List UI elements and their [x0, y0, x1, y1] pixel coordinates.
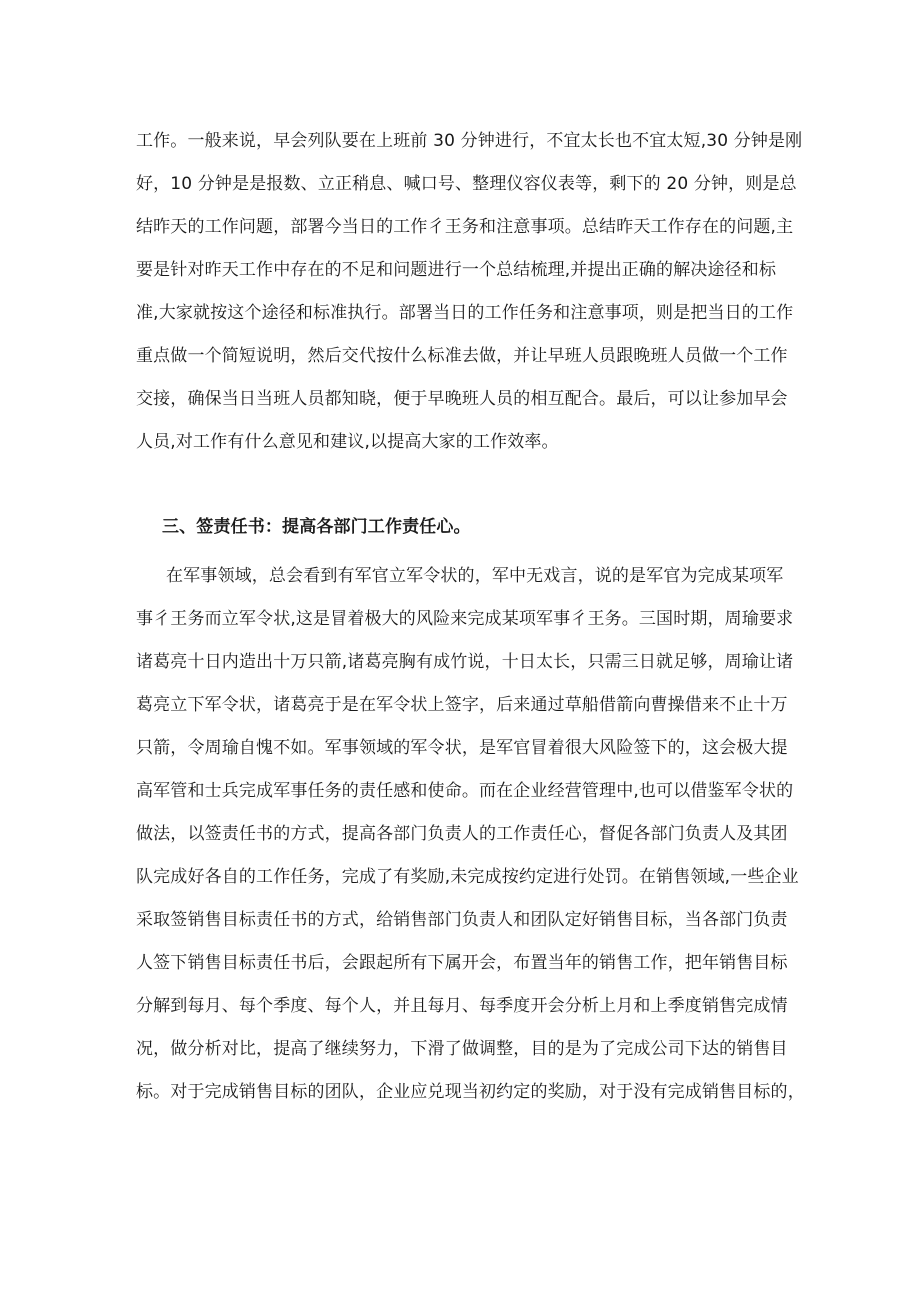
- text-line: 重点做一个简短说明，然后交代按什么标准去做，并让早班人员跟晚班人员做一个工作: [136, 346, 788, 366]
- text-line: 况，做分析对比，提高了继续努力，下滑了做调整，目的是为了完成公司下达的销售目: [136, 1039, 788, 1059]
- section-heading: 三、签责任书：提高各部门工作责任心。: [162, 517, 471, 537]
- text-line: 分解到每月、每个季度、每个人，并且每月、每季度开会分析上月和上季度销售完成情: [136, 996, 788, 1016]
- text-line: 工作。一般来说，早会列队要在上班前 30 分钟进行，不宜太长也不宜太短,30 分钟是刚: [136, 131, 803, 151]
- text-line: 交接，确保当日当班人员都知晓，便于早晚班人员的相互配合。最后，可以让参加早会: [136, 389, 788, 409]
- text-line: 采取签销售目标责任书的方式，给销售部门负责人和团队定好销售目标，当各部门负责: [136, 910, 788, 930]
- text-line: 准,大家就按这个途径和标准执行。部署当日的工作任务和注意事项，则是把当日的工作: [136, 303, 794, 323]
- text-line: 做法，以签责任书的方式，提高各部门负责人的工作责任心，督促各部门负责人及其团: [136, 824, 788, 844]
- text-line: 要是针对昨天工作中存在的不足和问题进行一个总结梳理,并提出正确的解决途径和标: [136, 260, 777, 280]
- text-line: 队完成好各自的工作任务，完成了有奖励,未完成按约定进行处罚。在销售领域,一些企业: [136, 867, 799, 887]
- text-line: 标。对于完成销售目标的团队，企业应兑现当初约定的奖励，对于没有完成销售目标的，: [136, 1082, 805, 1102]
- text-line: 结昨天的工作问题，部署今当日的工作彳王务和注意事项。总结昨天工作存在的问题,主: [136, 217, 794, 237]
- text-line: 好，10 分钟是是报数、立正稍息、喊口号、整理仪容仪表等，剩下的 20 分钟，则是总: [136, 174, 797, 194]
- text-line: 人签下销售目标责任书后，会跟起所有下属开会，布置当年的销售工作，把年销售目标: [136, 953, 788, 973]
- text-line: 葛亮立下军令状，诸葛亮于是在军令状上签字，后来通过草船借箭向曹操借来不止十万: [136, 695, 788, 715]
- text-line: 人员,对工作有什么意见和建议,以提高大家的工作效率。: [136, 432, 559, 452]
- text-line: 在军事领域，总会看到有军官立军令状的，军中无戏言，说的是军官为完成某项军: [166, 566, 784, 586]
- text-line: 事彳王务而立军令状,这是冒着极大的风险来完成某项军事彳王务。三国时期，周瑜要求: [136, 609, 794, 629]
- text-line: 诸葛亮十日内造出十万只箭,诸葛亮胸有成竹说，十日太长，只需三日就足够，周瑜让诸: [136, 652, 794, 672]
- text-line: 高军管和士兵完成军事任务的责任感和使命。而在企业经营管理中,也可以借鉴军令状的: [136, 781, 794, 801]
- text-line: 只箭，令周瑜自愧不如。军事领域的军令状，是军官冒着很大风险签下的，这会极大提: [136, 738, 788, 758]
